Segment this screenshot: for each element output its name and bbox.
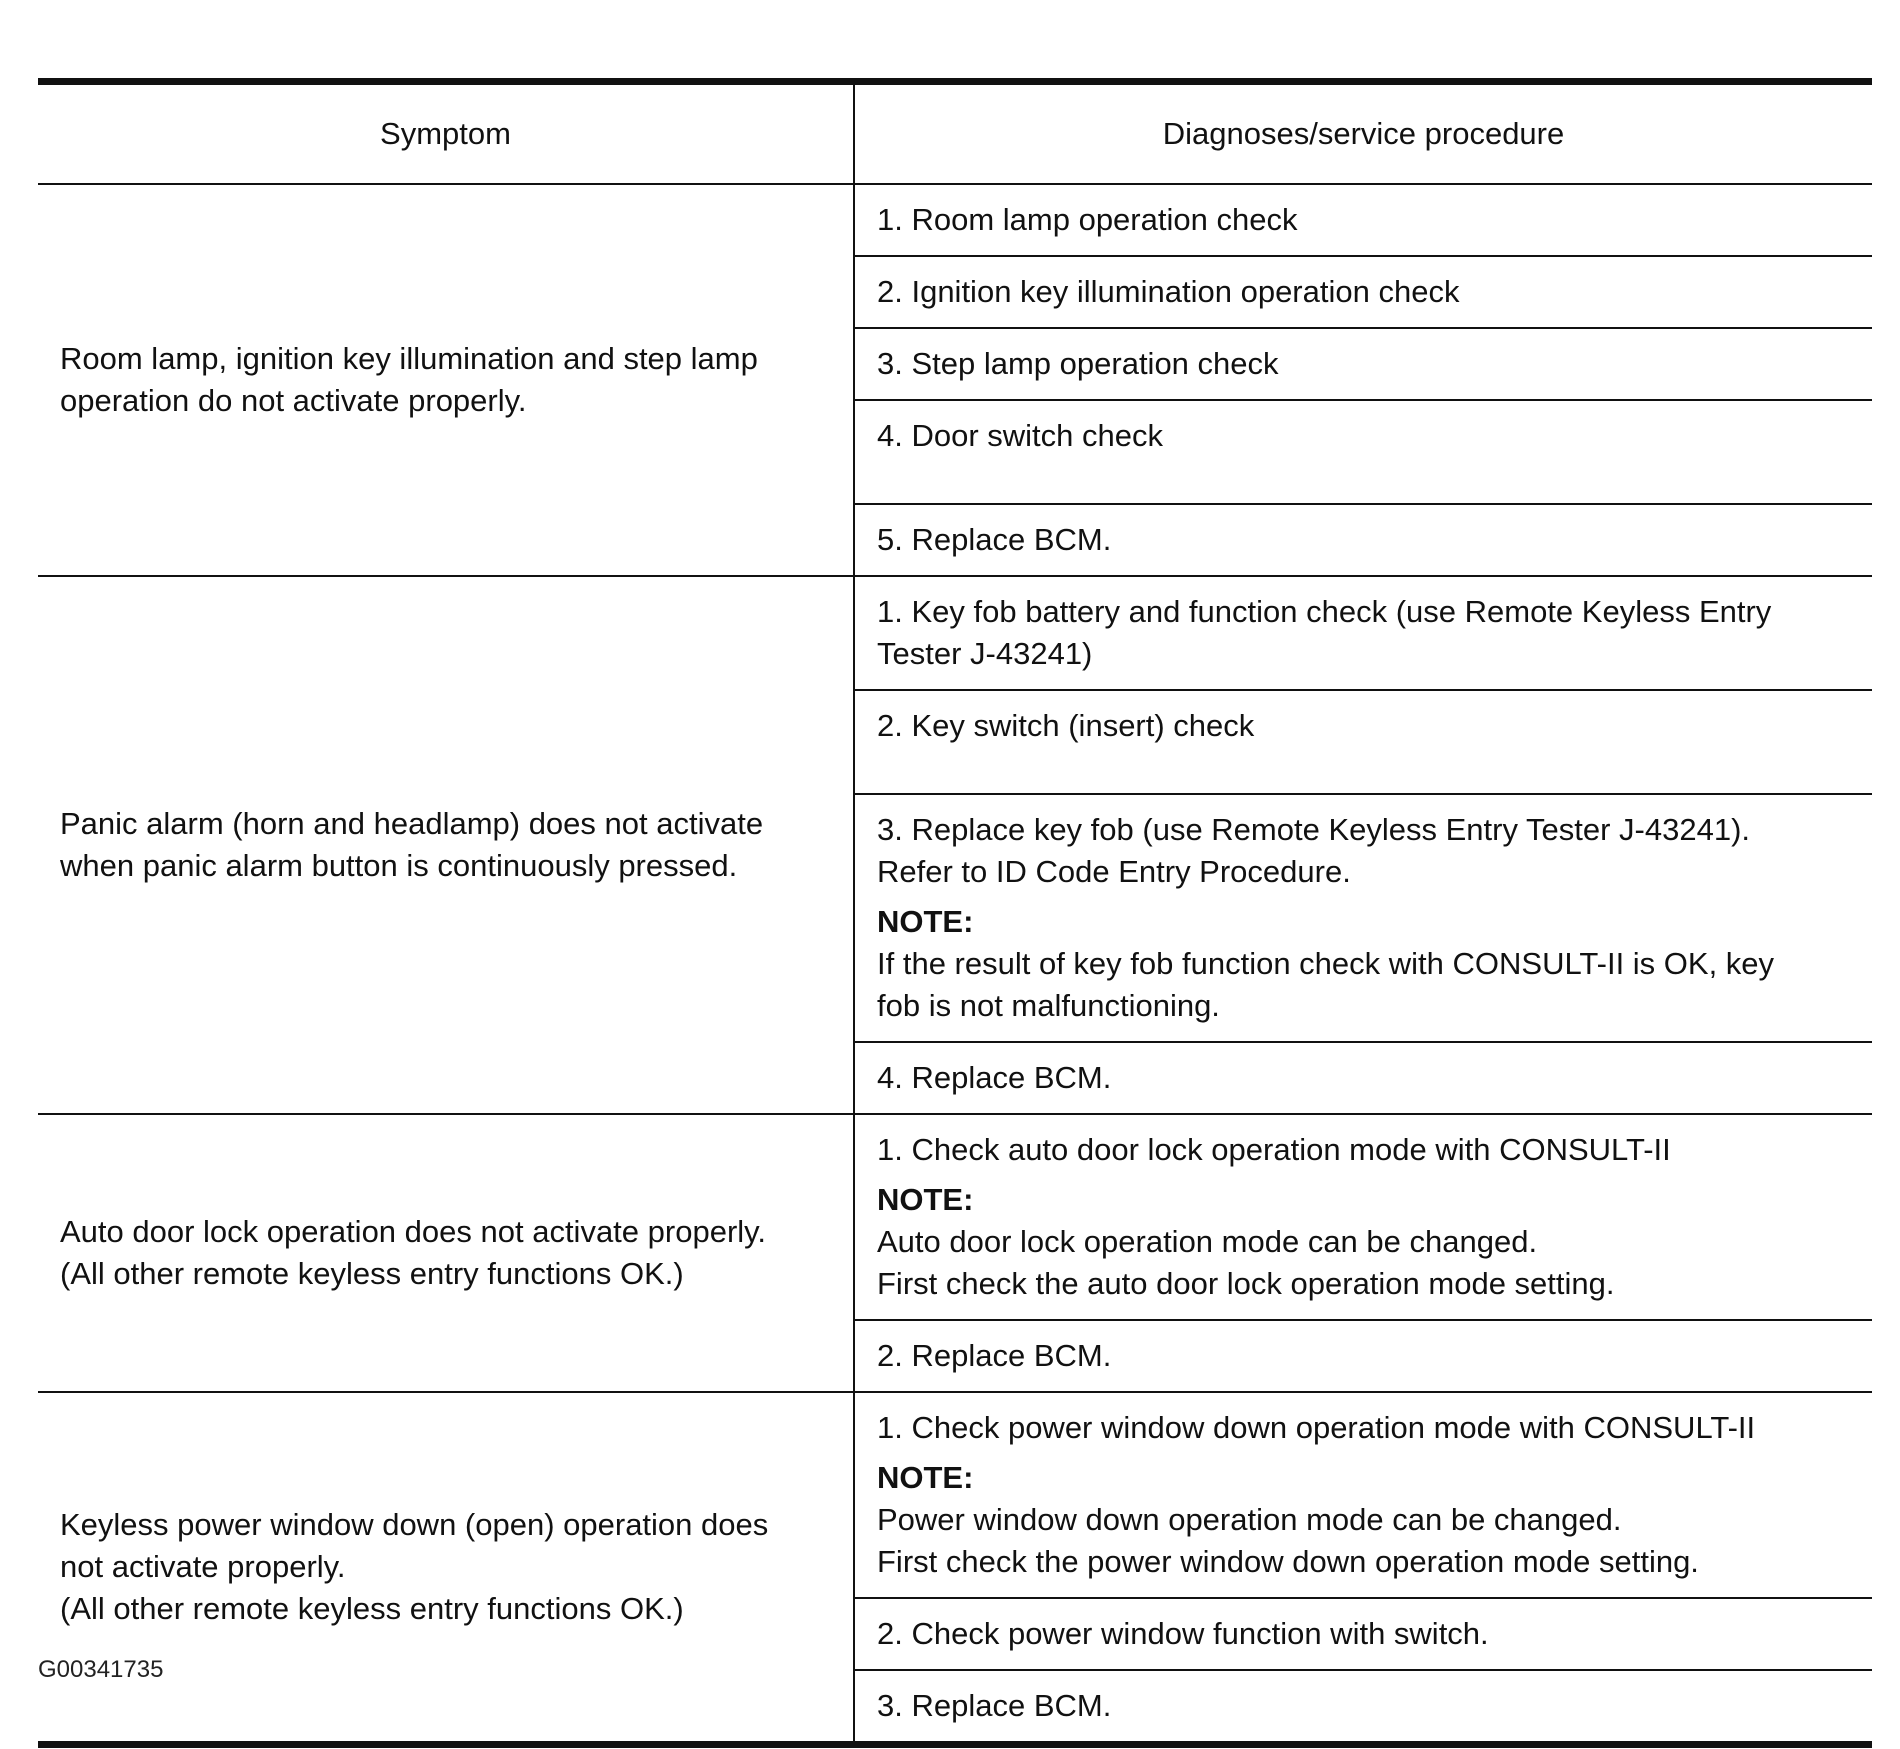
- symptom-text: operation do not activate properly.: [60, 383, 527, 418]
- step-text: 1. Room lamp operation check: [877, 202, 1298, 237]
- step-text: 3. Replace key fob (use Remote Keyless Entry Tester J-43241).: [877, 812, 1751, 847]
- step-text: 1. Key fob battery and function check (use Remote Keyless Entry: [877, 594, 1772, 629]
- step-text: 2. Check power window function with switch.: [877, 1616, 1489, 1651]
- symptom-text: Panic alarm (horn and headlamp) does not activate: [60, 806, 764, 841]
- symptom-header: Symptom: [38, 82, 854, 185]
- procedure-step: [854, 400, 1872, 504]
- figure-id: G00341735: [38, 1656, 164, 1683]
- procedure-header: Diagnoses/service procedure: [854, 82, 1872, 185]
- symptom-text: when panic alarm button is continuously pressed.: [60, 848, 738, 883]
- step-text: Tester J-43241): [877, 636, 1093, 671]
- note-label: NOTE:: [877, 1460, 974, 1495]
- table-row: [38, 1114, 1872, 1320]
- note-text: If the result of key fob function check with CONSULT-II is OK, key: [877, 946, 1775, 981]
- procedure-step: [854, 1114, 1872, 1320]
- table-row: [38, 1392, 1872, 1598]
- procedure-step: [854, 184, 1872, 256]
- note-text: fob is not malfunctioning.: [877, 988, 1220, 1023]
- step-text: 2. Ignition key illumination operation check: [877, 274, 1460, 309]
- step-text: 3. Replace BCM.: [877, 1688, 1112, 1723]
- symptom-cell: [38, 184, 854, 576]
- procedure-step: [854, 690, 1872, 794]
- procedure-step: [854, 1042, 1872, 1114]
- table-body: [38, 184, 1872, 1745]
- procedure-step: [854, 1392, 1872, 1598]
- step-text: 4. Replace BCM.: [877, 1060, 1112, 1095]
- procedure-step: [854, 576, 1872, 690]
- symptom-cell: [38, 1392, 854, 1745]
- note-label: NOTE:: [877, 904, 974, 939]
- note-text: Power window down operation mode can be changed.: [877, 1502, 1622, 1537]
- procedure-step: [854, 794, 1872, 1042]
- procedure-step: [854, 1320, 1872, 1392]
- note-text: Auto door lock operation mode can be changed.: [877, 1224, 1538, 1259]
- step-text: 5. Replace BCM.: [877, 522, 1112, 557]
- symptom-cell: [38, 576, 854, 1114]
- procedure-step: [854, 328, 1872, 400]
- table-row: [38, 184, 1872, 256]
- symptom-text: Keyless power window down (open) operation does: [60, 1507, 769, 1542]
- note-text: First check the power window down operation mode setting.: [877, 1544, 1699, 1579]
- diagnosis-table: [38, 78, 1872, 1748]
- procedure-step: [854, 504, 1872, 576]
- procedure-step: [854, 256, 1872, 328]
- symptom-text: not activate properly.: [60, 1549, 346, 1584]
- symptom-text: Auto door lock operation does not activate properly.: [60, 1214, 766, 1249]
- symptom-cell: [38, 1114, 854, 1392]
- step-text: 2. Key switch (insert) check: [877, 708, 1255, 743]
- symptom-text: (All other remote keyless entry functions OK.): [60, 1591, 684, 1626]
- step-text: 1. Check auto door lock operation mode with CONSULT-II: [877, 1132, 1671, 1167]
- step-text: 4. Door switch check: [877, 418, 1163, 453]
- table-header-row: [38, 82, 1872, 185]
- note-label: NOTE:: [877, 1182, 974, 1217]
- procedure-step: [854, 1598, 1872, 1670]
- procedure-step: [854, 1670, 1872, 1745]
- symptom-text: (All other remote keyless entry functions OK.): [60, 1256, 684, 1291]
- note-text: First check the auto door lock operation mode setting.: [877, 1266, 1615, 1301]
- symptom-text: Room lamp, ignition key illumination and step lamp: [60, 341, 758, 376]
- step-text: 1. Check power window down operation mode with CONSULT-II: [877, 1410, 1756, 1445]
- table-row: [38, 576, 1872, 690]
- step-text: 3. Step lamp operation check: [877, 346, 1279, 381]
- step-text: 2. Replace BCM.: [877, 1338, 1112, 1373]
- step-text: Refer to ID Code Entry Procedure.: [877, 854, 1351, 889]
